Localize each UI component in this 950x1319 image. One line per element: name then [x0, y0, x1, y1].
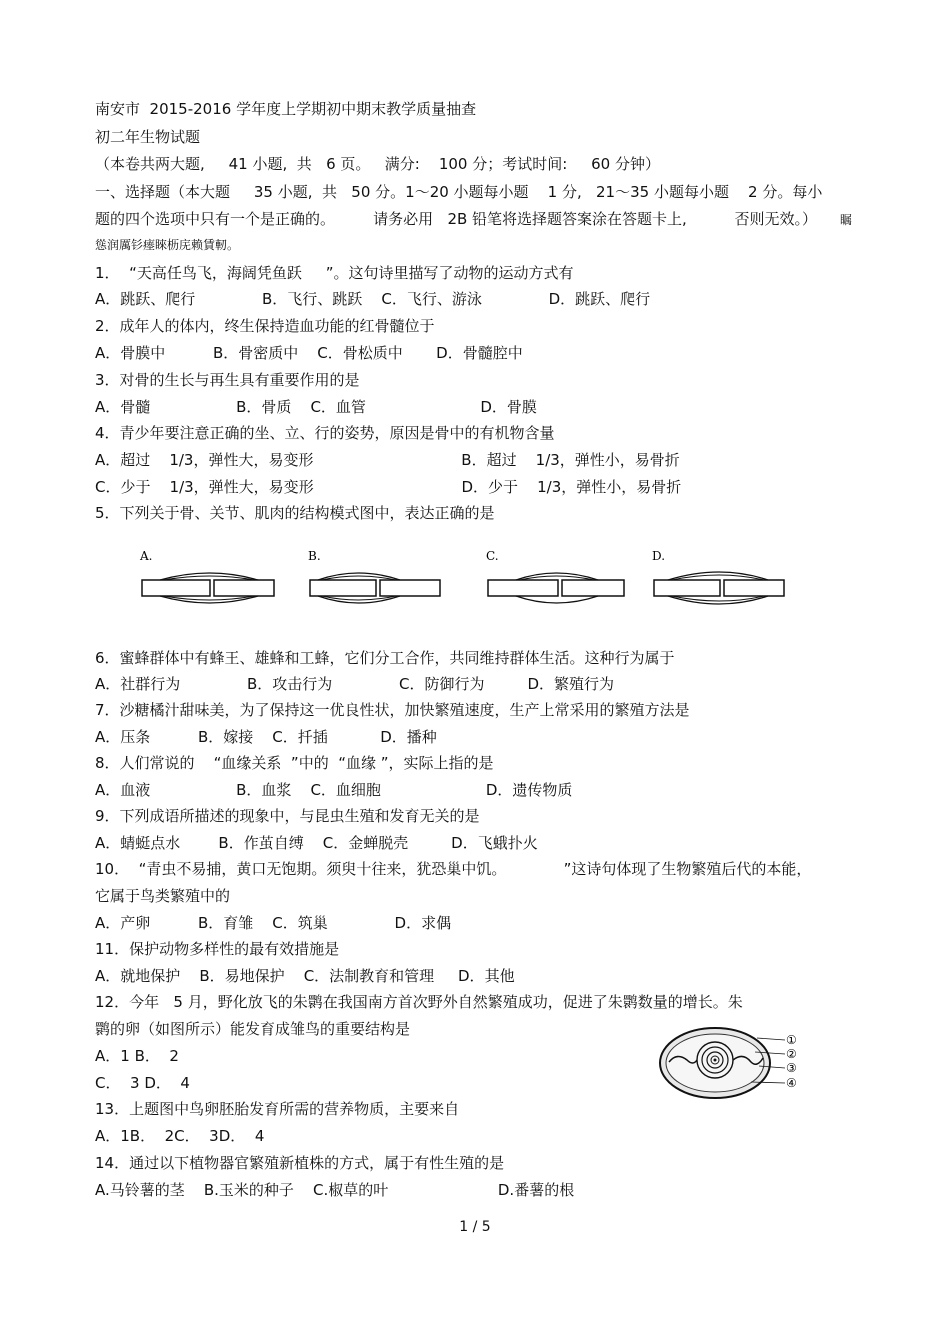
question-13: 13．上题图中鸟卵胚胎发育所需的营养物质，主要来自 — [95, 1100, 460, 1118]
question-12-options-ab: A．1 B． 2 — [95, 1047, 179, 1065]
question-11: 11．保护动物多样性的最有效措施是 — [95, 940, 340, 958]
question-9-options: A．蜻蜓点水 B．作茧自缚 C．金蝉脱壳 D．飞蛾扑火 — [95, 834, 538, 852]
question-10-line2: 它属于鸟类繁殖中的 — [95, 887, 231, 905]
question-12-line1: 12．今年 5 月，野化放飞的朱鹮在我国南方首次野外自然繁殖成功，促进了朱鹮数量的增长。朱 — [95, 993, 743, 1011]
diagram-c-label: C. — [486, 549, 499, 563]
question-11-options: A．就地保护 B．易地保护 C．法制教育和管理 D．其他 — [95, 967, 515, 985]
question-1: 1． “天高任鸟飞，海阔凭鱼跃 ”。这句诗里描写了动物的运动方式有 — [95, 264, 574, 282]
question-12-line2: 鹮的卵（如图所示）能发育成雏鸟的重要结构是 — [95, 1020, 411, 1038]
diagram-d — [652, 549, 784, 604]
question-2-options: A．骨膜中 B．骨密质中 C．骨松质中 D．骨髓腔中 — [95, 344, 523, 362]
question-7: 7．沙糖橘汁甜味美，为了保持这一优良性状，加快繁殖速度，生产上常采用的繁殖方法是 — [95, 701, 690, 719]
question-3-options: A．骨髓 B．骨质 C．血管 D．骨膜 — [95, 398, 537, 416]
question-12-options-cd: C． 3 D． 4 — [95, 1074, 190, 1092]
question-8-options: A．血液 B．血浆 C．血细胞 D．遗传物质 — [95, 781, 573, 799]
egg-label-3: ③ — [786, 1061, 797, 1075]
garbled-text-2: 慫润厲钐瘗睞枥庑赖賃軔。 — [95, 238, 240, 252]
question-6-options: A．社群行为 B．攻击行为 C．防御行为 D．繁殖行为 — [95, 675, 614, 693]
question-4-options-cd: C．少于 1/3，弹性大，易变形 D．少于 1/3，弹性小，易骨折 — [95, 478, 682, 496]
egg-label-1: ① — [786, 1033, 797, 1047]
question-13-options: A．1B． 2C． 3D． 4 — [95, 1127, 265, 1145]
garbled-text-1: 瞩 — [840, 213, 853, 227]
question-4-options-ab: A．超过 1/3，弹性大，易变形 B．超过 1/3，弹性小，易骨折 — [95, 451, 680, 469]
question-4: 4．青少年要注意正确的坐、立、行的姿势，原因是骨中的有机物含量 — [95, 424, 555, 442]
question-6: 6．蜜蜂群体中有蜂王、雄蜂和工蜂，它们分工合作，共同维持群体生活。这种行为属于 — [95, 649, 675, 667]
egg-label-4: ④ — [786, 1076, 797, 1090]
figure-bird-egg — [655, 1022, 805, 1102]
question-2: 2．成年人的体内，终生保持造血功能的红骨髓位于 — [95, 317, 435, 335]
diagram-a — [139, 549, 274, 603]
question-5: 5．下列关于骨、关节、肌肉的结构模式图中，表达正确的是 — [95, 504, 495, 522]
question-10-options: A．产卵 B．育雏 C．筑巢 D．求偶 — [95, 914, 452, 932]
diagram-a-label: A. — [140, 549, 153, 563]
diagram-b — [308, 549, 440, 603]
page-number: 1 / 5 — [459, 1219, 491, 1235]
diagram-d-label: D. — [652, 549, 666, 563]
exam-subtitle: 初二年生物试题 — [95, 128, 201, 146]
section1-instructions-line2: 题的四个选项中只有一个是正确的。 请务必用 2B 铅笔将选择题答案涂在答题卡上, 否则无效。） — [95, 210, 818, 228]
question-8: 8．人们常说的 “血缘关系 ”中的 “血缘 ”，实际上指的是 — [95, 754, 494, 772]
question-9: 9．下列成语所描述的现象中，与昆虫生殖和发育无关的是 — [95, 807, 480, 825]
exam-info: （本卷共两大题, 41 小题, 共 6 页。 满分: 100 分；考试时间: 60 分钟） — [95, 155, 660, 173]
question-14: 14．通过以下植物器官繁殖新植株的方式，属于有性生殖的是 — [95, 1154, 505, 1172]
question-14-options: A.马铃薯的茎 B.玉米的种子 C.椒草的叶 D.番薯的根 — [95, 1181, 575, 1199]
question-7-options: A．压条 B．嫁接 C．扦插 D．播种 — [95, 728, 437, 746]
question-1-options: A．跳跃、爬行 B．飞行、跳跃 C．飞行、游泳 D．跳跃、爬行 — [95, 290, 651, 308]
diagram-c — [486, 549, 624, 603]
diagram-b-label: B. — [308, 549, 321, 563]
exam-title: 南安市 2015-2016 学年度上学期初中期末教学质量抽查 — [95, 100, 477, 118]
egg-label-2: ② — [786, 1047, 797, 1061]
question-3: 3．对骨的生长与再生具有重要作用的是 — [95, 371, 360, 389]
section1-instructions-line1: 一、选择题（本大题 35 小题, 共 50 分。1～20 小题每小题 1 分, 21～35 小题每小题 2 分。每小 — [95, 183, 823, 201]
figure-q5 — [0, 540, 950, 620]
question-10-line1: 10． “青虫不易捕，黄口无饱期。须臾十往来，犹恐巢中饥。 ”这诗句体现了生物繁殖后代的本能， — [95, 860, 812, 878]
